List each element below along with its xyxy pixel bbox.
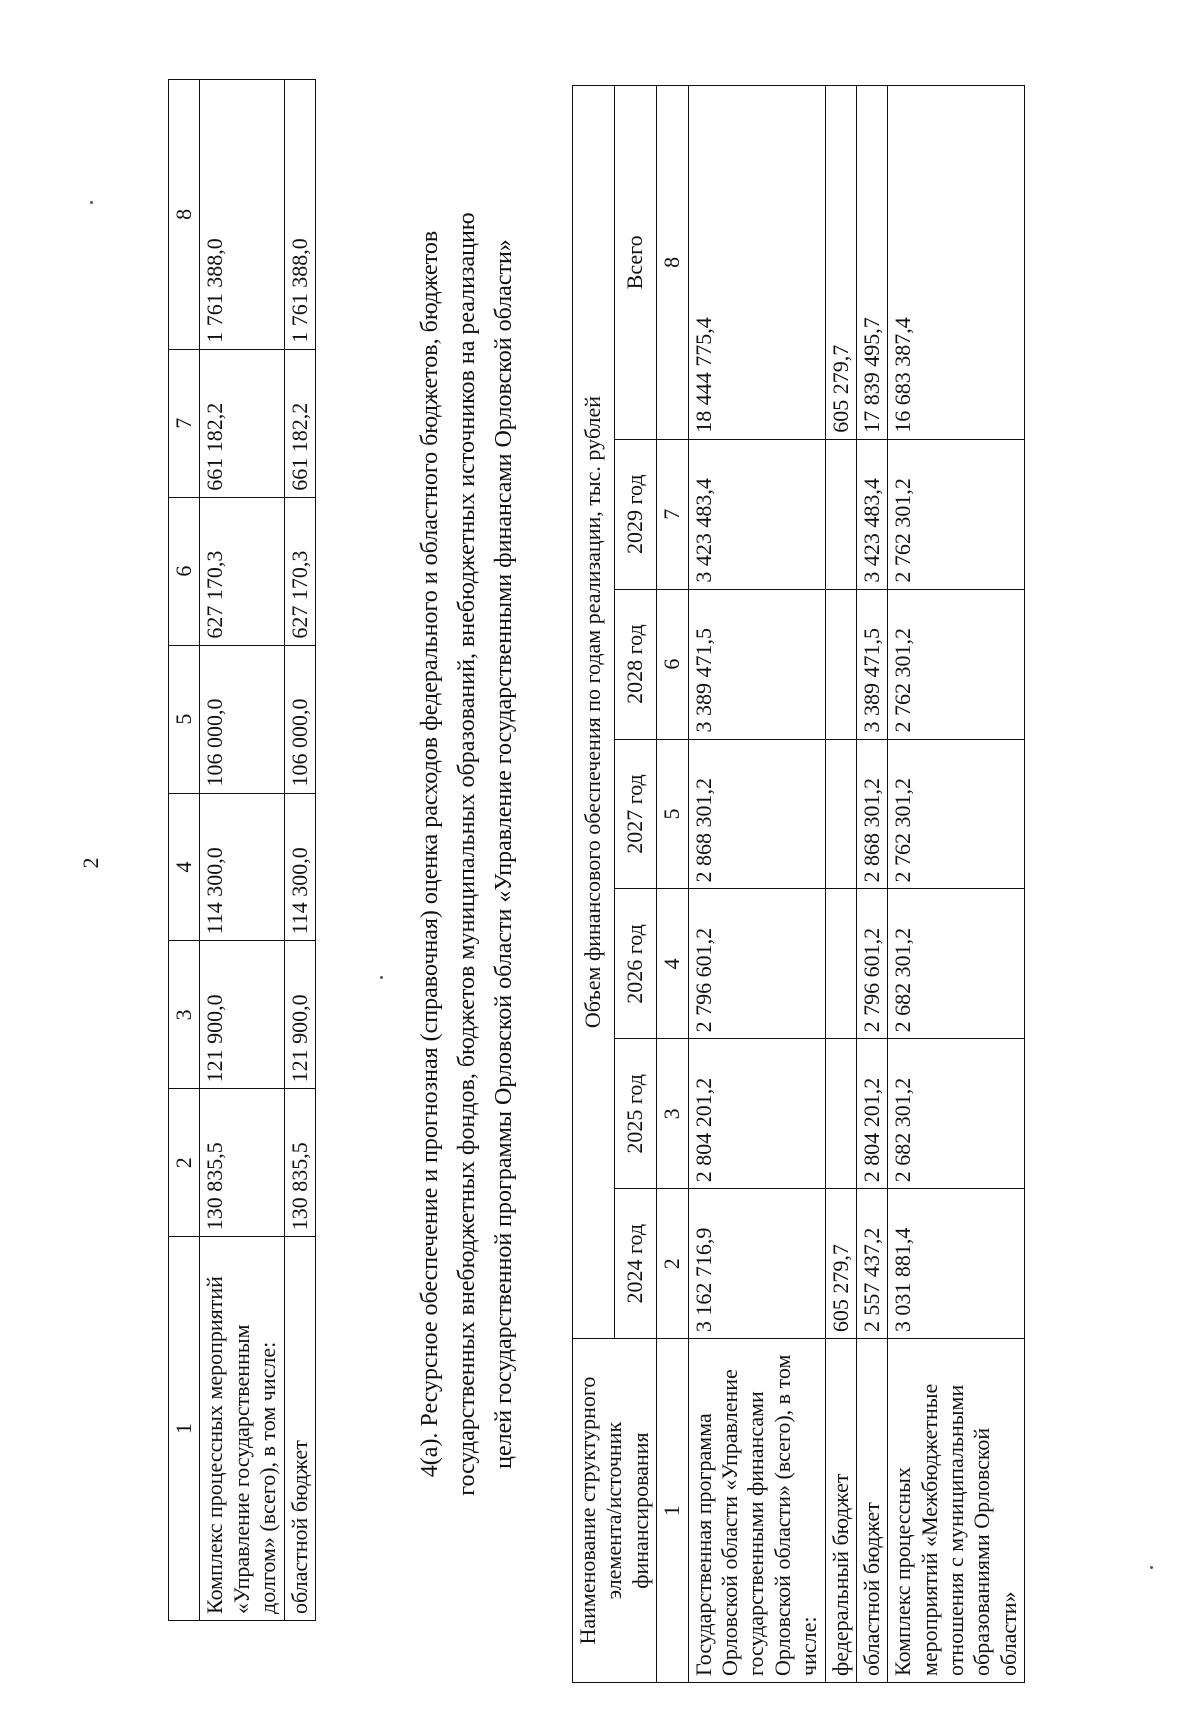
row-name: областной бюджет	[284, 1237, 315, 1621]
table-program-continuation	[168, 79, 316, 1621]
scan-speck	[1150, 1566, 1153, 1569]
cell-value: 106 000,0	[200, 645, 284, 793]
cell-value: 661 182,2	[200, 349, 284, 497]
cell-value: 114 300,0	[284, 793, 315, 941]
table-number-row	[657, 86, 688, 1683]
row-name: федеральный бюджет	[825, 1339, 856, 1683]
cell-value: 2 682 301,2	[888, 889, 1025, 1039]
col-header: 7	[169, 349, 200, 497]
cell-value: 1 761 388,0	[284, 80, 315, 350]
cell-value: 2 804 201,2	[856, 1039, 887, 1189]
col-group-header: Объем финансового обеспечения по годам реализации, тыс. рублей	[573, 86, 615, 1339]
row-name: областной бюджет	[856, 1339, 887, 1683]
col-header-year: 2026 год	[615, 889, 657, 1039]
cell-value: 18 444 775,4	[688, 86, 825, 440]
col-number: 5	[657, 739, 688, 889]
table-row	[856, 86, 887, 1683]
cell-value: 3 389 471,5	[688, 589, 825, 739]
col-header-year: 2029 год	[615, 439, 657, 589]
cell-value: 605 279,7	[825, 86, 856, 440]
scan-speck	[380, 976, 383, 979]
cell-value: 2 796 601,2	[856, 889, 887, 1039]
table-resource-provision	[572, 85, 1025, 1683]
col-number: 1	[657, 1339, 688, 1683]
col-number: 8	[657, 86, 688, 440]
col-header: 2	[169, 1089, 200, 1237]
cell-value: 2 762 301,2	[888, 439, 1025, 589]
cell-value	[825, 1039, 856, 1189]
table-row	[688, 86, 825, 1683]
row-name: Комплекс процессных мероприятий «Управление государственным долгом» (всего), в том числе:	[200, 1237, 284, 1621]
col-header-year: 2028 год	[615, 589, 657, 739]
scan-speck	[90, 201, 93, 204]
cell-value: 3 031 881,4	[888, 1189, 1025, 1339]
row-name: Государственная программа Орловской области «Управление государственными финансами Орловской области» (всего), в том числе:	[688, 1339, 825, 1683]
cell-value: 3 423 483,4	[688, 439, 825, 589]
col-header-total: Всего	[615, 86, 657, 440]
cell-value: 130 835,5	[284, 1089, 315, 1237]
cell-value: 2 762 301,2	[888, 739, 1025, 889]
cell-value: 1 761 388,0	[200, 80, 284, 350]
col-header: 1	[169, 1237, 200, 1621]
col-header: 8	[169, 80, 200, 350]
cell-value: 3 423 483,4	[856, 439, 887, 589]
cell-value: 2 804 201,2	[688, 1039, 825, 1189]
col-number: 7	[657, 439, 688, 589]
cell-value: 121 900,0	[200, 941, 284, 1089]
cell-value: 2 682 301,2	[888, 1039, 1025, 1189]
cell-value: 106 000,0	[284, 645, 315, 793]
table-row	[200, 80, 284, 1621]
cell-value	[825, 439, 856, 589]
table-header-row	[573, 86, 615, 1683]
cell-value: 2 557 437,2	[856, 1189, 887, 1339]
cell-value: 16 683 387,4	[888, 86, 1025, 440]
cell-value: 627 170,3	[284, 497, 315, 645]
col-header: 4	[169, 793, 200, 941]
cell-value: 2 796 601,2	[688, 889, 825, 1039]
col-number: 2	[657, 1189, 688, 1339]
cell-value: 121 900,0	[284, 941, 315, 1089]
cell-value	[825, 589, 856, 739]
cell-value: 2 868 301,2	[856, 739, 887, 889]
cell-value: 2 762 301,2	[888, 589, 1025, 739]
cell-value: 2 868 301,2	[688, 739, 825, 889]
cell-value: 114 300,0	[200, 793, 284, 941]
cell-value: 130 835,5	[200, 1089, 284, 1237]
cell-value: 3 389 471,5	[856, 589, 887, 739]
cell-value: 3 162 716,9	[688, 1189, 825, 1339]
cell-value	[825, 889, 856, 1039]
col-header-year: 2027 год	[615, 739, 657, 889]
col-header-name: Наименование структурного элемента/источник финансирования	[573, 1339, 657, 1683]
col-number: 4	[657, 889, 688, 1039]
col-header-year: 2025 год	[615, 1039, 657, 1189]
cell-value: 17 839 495,7	[856, 86, 887, 440]
col-number: 3	[657, 1039, 688, 1189]
table-header-row	[169, 80, 200, 1621]
section-heading: 4(а). Ресурсное обеспечение и прогнозная (справочная) оценка расходов федерального и областного бюджетов, бюджетов государственных внебюджетных фондов, бюджетов муниципальных образований, внебюджетных источников на реализацию целей государственной программы Орловской области «Управление государственными финансами Орловской области»	[417, 212, 518, 1496]
col-header: 3	[169, 941, 200, 1089]
page-number: 2	[78, 857, 103, 869]
cell-value	[825, 739, 856, 889]
col-header: 6	[169, 497, 200, 645]
table-row	[888, 86, 1025, 1683]
col-number: 6	[657, 589, 688, 739]
cell-value: 627 170,3	[200, 497, 284, 645]
cell-value: 661 182,2	[284, 349, 315, 497]
table-row	[825, 86, 856, 1683]
col-header: 5	[169, 645, 200, 793]
table-row	[284, 80, 315, 1621]
col-header-year: 2024 год	[615, 1189, 657, 1339]
cell-value: 605 279,7	[825, 1189, 856, 1339]
row-name: Комплекс процессных мероприятий «Межбюджетные отношения с муниципальными образованиями Орловской области»	[888, 1339, 1025, 1683]
